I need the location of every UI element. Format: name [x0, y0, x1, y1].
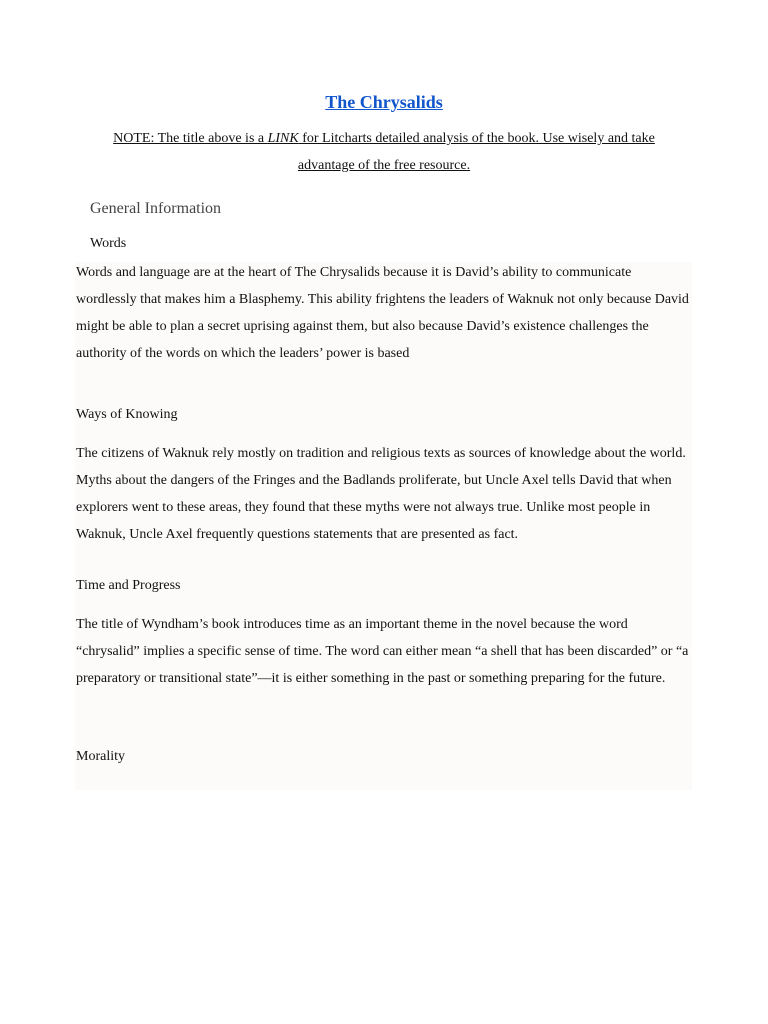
- note-paragraph: [84, 125, 684, 179]
- note-text-before: NOTE: The title above is a: [113, 131, 268, 146]
- section-heading-time-and-progress: Time and Progress: [76, 578, 181, 593]
- section-text-words: Words and language are at the heart of The Chrysalids because it is David’s ability to communicate wordlessly that makes him a Blasphemy. This ability frightens the leaders of Waknuk not only because David might be able to plan a secret uprising against them, but also because David’s existence challenges the authority of the words on which the leaders’ power is based: [76, 265, 689, 361]
- title-link[interactable]: The Chrysalids: [325, 92, 443, 112]
- section-heading-ways-of-knowing: Ways of Knowing: [76, 407, 178, 422]
- note-text-after: for Litcharts detailed analysis of the book. Use wisely and take advantage of the free resource.: [297, 131, 655, 173]
- section-heading-morality: Morality: [76, 749, 125, 764]
- section-text-time-and-progress: The title of Wyndham’s book introduces time as an important theme in the novel because the word “chrysalid” implies a specific sense of time. The word can either mean “a shell that has been discarded” or “a preparatory or transitional state”—it is either something in the past or something preparing for the future.: [76, 617, 689, 686]
- section-text-ways-of-knowing: The citizens of Waknuk rely mostly on tradition and religious texts as sources of knowledge about the world. Myths about the dangers of the Fringes and the Badlands proliferate, but Uncle Axel tells David that when explorers went to these areas, they found that these myths were not always true. Unlike most people in Waknuk, Uncle Axel frequently questions statements that are presented as fact.: [76, 446, 686, 542]
- note-emphasis: LINK: [267, 131, 299, 146]
- general-information-heading: General Information: [90, 200, 222, 217]
- section-heading-words: Words: [90, 236, 127, 251]
